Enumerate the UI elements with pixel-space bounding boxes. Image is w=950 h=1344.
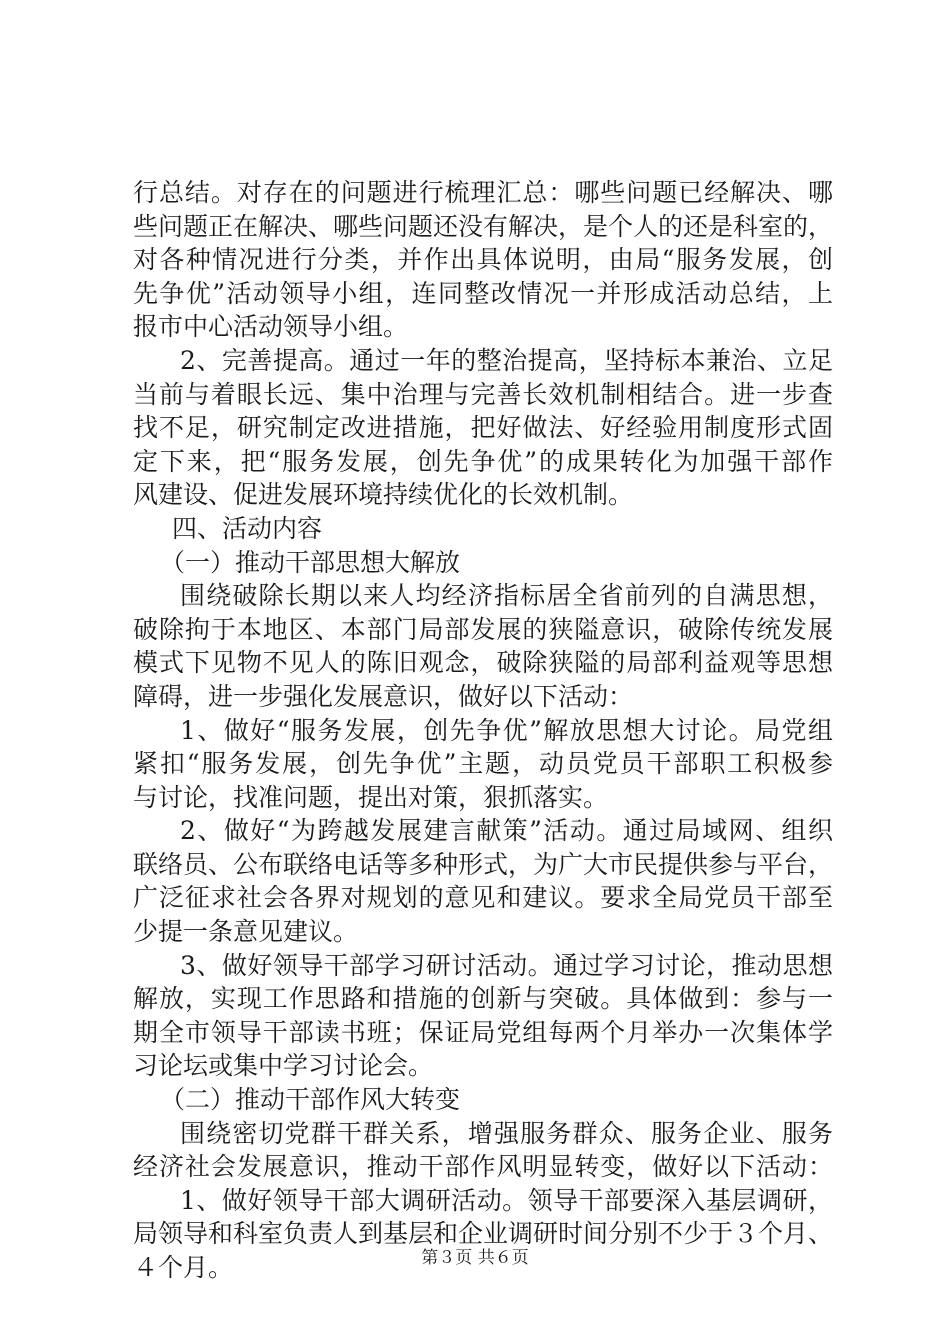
text-line: 报市中心活动领导小组。 (133, 312, 409, 342)
page-footer: 第３页 共６页 (421, 1248, 529, 1268)
text-line: 风建设、促进发展环境持续优化的长效机制。 (133, 480, 634, 510)
text-line: 破除拘于本地区、本部门局部发展的狭隘意识，破除传统发展 (133, 614, 833, 644)
text-line: 1、做好“服务发展，创先争优”解放思想大讨论。局党组 (180, 715, 833, 745)
text-line: 模式下见物不见人的陈旧观念，破除狭隘的局部利益观等思想 (133, 648, 833, 678)
text-line: 2、完善提高。通过一年的整治提高，坚持标本兼治、立足 (180, 345, 833, 375)
text-line: 1、做好领导干部大调研活动。领导干部要深入基层调研， (180, 1185, 833, 1215)
text-line: 先争优”活动领导小组，连同整改情况一并形成活动总结，上 (133, 278, 833, 308)
text-line: 3、做好领导干部学习研讨活动。通过学习讨论，推动思想 (180, 950, 833, 980)
text-line: 紧扣“服务发展，创先争优”主题，动员党员干部职工积极参 (133, 749, 833, 779)
text-line: 当前与着眼长远、集中治理与完善长效机制相结合。进一步查 (133, 379, 833, 409)
text-line: 习论坛或集中学习讨论会。 (133, 1051, 434, 1081)
text-line: 局领导和科室负责人到基层和企业调研时间分别不少于３个月、 (133, 1219, 834, 1249)
text-line: 障碍，进一步强化发展意识，做好以下活动： (133, 681, 634, 711)
text-line: 广泛征求社会各界对规划的意见和建议。要求全局党员干部至 (133, 883, 833, 913)
text-line: 2、做好“为跨越发展建言献策”活动。通过局域网、组织 (180, 816, 833, 846)
text-line: 解放，实现工作思路和措施的创新与突破。具体做到：参与一 (133, 984, 833, 1014)
text-line: 少提一条意见建议。 (133, 917, 359, 947)
text-line: 找不足，研究制定改进措施，把好做法、好经验用制度形式固 (133, 413, 833, 443)
text-line: 围绕破除长期以来人均经济指标居全省前列的自满思想， (180, 581, 833, 611)
text-line: 联络员、公布联络电话等多种形式，为广大市民提供参与平台， (133, 849, 834, 879)
text-line: 对各种情况进行分类，并作出具体说明，由局“服务发展，创 (133, 245, 833, 275)
subsection-heading: （一）推动干部思想大解放 (160, 547, 461, 577)
text-line: ４个月。 (133, 1253, 234, 1282)
text-line: 定下来，把“服务发展，创先争优”的成果转化为加强干部作 (133, 446, 833, 476)
text-line: 些问题正在解决、哪些问题还没有解决，是个人的还是科室的， (133, 211, 834, 241)
text-line: 围绕密切党群干群关系，增强服务群众、服务企业、服务 (180, 1118, 833, 1148)
text-line: 与讨论，找准问题，提出对策，狠抓落实。 (133, 782, 609, 812)
section-heading: 四、活动内容 (172, 513, 323, 543)
document-body (133, 176, 833, 1285)
text-line: 行总结。对存在的问题进行梳理汇总：哪些问题已经解决、哪 (133, 178, 833, 207)
subsection-heading: （二）推动干部作风大转变 (160, 1085, 461, 1115)
text-line: 期全市领导干部读书班；保证局党组每两个月举办一次集体学 (133, 1017, 833, 1047)
text-line: 经济社会发展意识，推动干部作风明显转变，做好以下活动： (133, 1152, 833, 1182)
